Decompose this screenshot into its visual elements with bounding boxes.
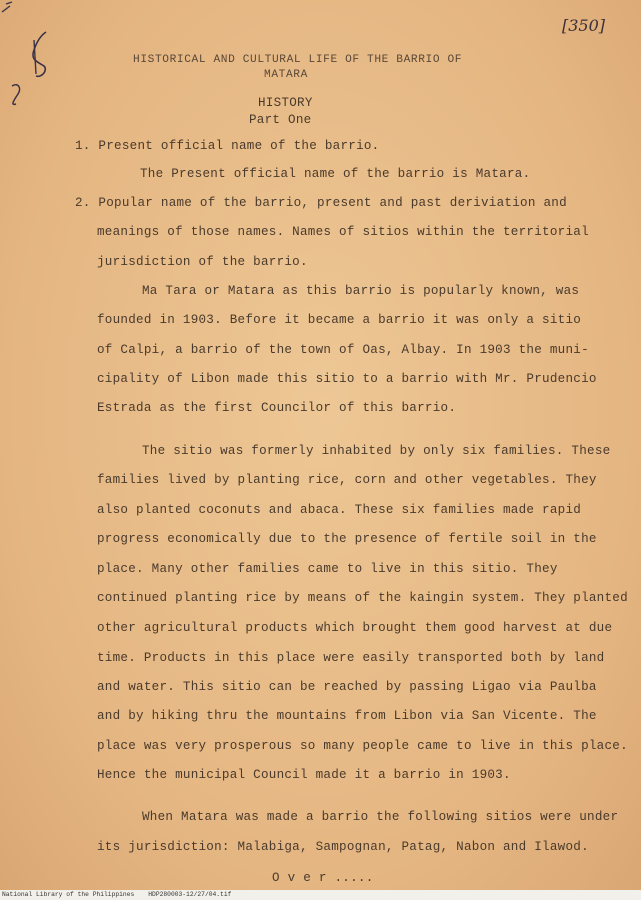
section-heading: HISTORY — [258, 96, 313, 110]
body-line: founded in 1903. Before it became a barrio it was only a sitio — [97, 313, 582, 327]
footer-file-id: HDP280003-12/27/04.tif — [148, 891, 232, 898]
body-line: cipality of Libon made this sitio to a barrio with Mr. Prudencio — [97, 372, 597, 386]
body-line: of Calpi, a barrio of the town of Oas, Albay. In 1903 the muni- — [97, 343, 589, 357]
body-line: The sitio was formerly inhabited by only six families. These — [142, 444, 611, 458]
document-title-line-1: HISTORICAL AND CULTURAL LIFE OF THE BARRIO OF — [133, 54, 463, 66]
over-continuation: O v e r ..... — [272, 871, 374, 885]
body-line: and by hiking thru the mountains from Libon via San Vicente. The — [97, 709, 597, 723]
body-line: continued planting rice by means of the kaingin system. They planted — [97, 591, 628, 605]
body-line: families lived by planting rice, corn and other vegetables. They — [97, 473, 597, 487]
body-line: meanings of those names. Names of sitios within the territorial — [97, 225, 589, 239]
body-line: jurisdiction of the barrio. — [97, 255, 308, 269]
body-line: Hence the municipal Council made it a barrio in 1903. — [97, 768, 511, 782]
body-line: its jurisdiction: Malabiga, Sampognan, Patag, Nabon and Ilawod. — [97, 840, 589, 854]
body-line: also planted coconuts and abaca. These six families made rapid — [97, 503, 582, 517]
footer-library: National Library of the Philippines — [2, 891, 135, 898]
body-line: Ma Tara or Matara as this barrio is popularly known, was — [142, 284, 580, 298]
page-number: [350] — [562, 16, 606, 35]
document-title-line-2: MATARA — [264, 69, 308, 81]
body-line: place. Many other families came to live in this sitio. They — [97, 562, 558, 576]
body-line: progress economically due to the presence of fertile soil in the — [97, 532, 597, 546]
body-line: The Present official name of the barrio is Matara. — [140, 167, 531, 181]
body-line: time. Products in this place were easily transported both by land — [97, 651, 605, 665]
body-line: Estrada as the first Councilor of this barrio. — [97, 401, 457, 415]
scan-footer — [2, 891, 245, 899]
handwritten-margin-mark-icon — [0, 0, 60, 120]
body-line: place was very prosperous so many people came to live in this place. — [97, 739, 628, 753]
part-heading: Part One — [249, 113, 312, 127]
body-line: other agricultural products which brought them good harvest at due — [97, 621, 613, 635]
body-line: 1. Present official name of the barrio. — [75, 139, 380, 153]
body-line: and water. This sitio can be reached by passing Ligao via Paulba — [97, 680, 597, 694]
body-line: 2. Popular name of the barrio, present and past deriviation and — [75, 196, 567, 210]
body-line: When Matara was made a barrio the following sitios were under — [142, 810, 619, 824]
